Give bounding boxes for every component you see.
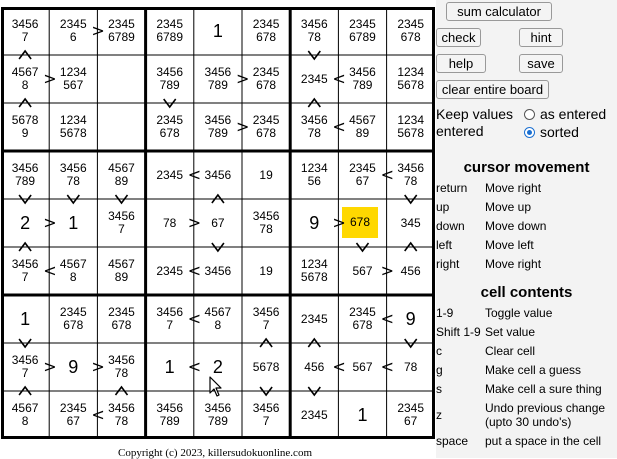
cell-candidates: 19 <box>259 263 273 278</box>
cell-candidates: 2345 6789 <box>156 17 184 44</box>
cell-candidates: 3456 789 <box>349 65 376 92</box>
grid-cell[interactable] <box>51 57 95 101</box>
grid-cell[interactable] <box>51 297 95 341</box>
grid-cell[interactable] <box>340 57 384 101</box>
selected-cell[interactable] <box>342 207 377 238</box>
shortcut-description: Clear cell <box>485 344 536 358</box>
cell-candidates: 4567 8 <box>11 401 39 428</box>
cell-candidates: 3456 78 <box>108 401 135 428</box>
cell-candidates: 3456 7 <box>11 257 39 284</box>
cell-candidates: 1234 5678 <box>300 257 328 284</box>
less-than-sign: < <box>187 357 202 376</box>
cell-candidates: 3456 789 <box>156 65 184 92</box>
greater-than-sign: > <box>332 213 346 232</box>
cell-candidates: 2345 <box>156 263 184 278</box>
grid-cell[interactable] <box>99 201 143 245</box>
less-than-sign: < <box>187 261 202 280</box>
grid-cell[interactable] <box>99 393 143 437</box>
shortcut-description: Set value <box>485 325 536 339</box>
grid-cell[interactable] <box>3 393 47 437</box>
cell-candidates: 2345 <box>300 311 328 326</box>
greater-than-sign: > <box>91 21 105 40</box>
cell-value: 9 <box>405 308 416 329</box>
less-than-sign: < <box>380 309 394 328</box>
grid-cell[interactable] <box>196 57 240 101</box>
cell-candidates: 1234 5678 <box>397 113 425 140</box>
grid-cell[interactable] <box>196 153 240 197</box>
less-than-sign: < <box>43 261 57 280</box>
cell-candidates: 567 <box>352 263 373 278</box>
radio-as-entered-label[interactable]: as entered <box>540 106 607 122</box>
cell-candidates: 2345 678 <box>252 65 280 92</box>
cell-candidates: 5678 <box>252 359 280 374</box>
shortcut-description: Toggle value <box>485 306 553 320</box>
grid-cell[interactable] <box>389 105 433 149</box>
grid-cell[interactable] <box>292 9 336 53</box>
shortcut-key: space <box>436 434 469 448</box>
shortcut-key: right <box>436 257 460 271</box>
grid-cell[interactable] <box>3 345 47 389</box>
cell-value: 1 <box>164 356 175 377</box>
less-than-sign: < <box>380 357 394 376</box>
less-than-sign: < <box>332 117 346 136</box>
grid-cell[interactable] <box>51 393 95 437</box>
shortcut-key: g <box>436 363 443 377</box>
cell-candidates: 3456 7 <box>108 209 135 236</box>
cell-candidates: 78 <box>404 359 418 374</box>
shortcut-key: left <box>436 238 453 252</box>
cell-candidates: 3456 7 <box>252 305 280 332</box>
grid-cell[interactable] <box>389 153 433 197</box>
grid-cell[interactable] <box>292 105 336 149</box>
grid-cell[interactable] <box>3 153 47 197</box>
sudoku-grid[interactable] <box>1 7 435 439</box>
shortcut-description: Make cell a guess <box>485 363 582 377</box>
cell-value: 1 <box>20 308 31 329</box>
cell-candidates: 1234 567 <box>59 65 87 92</box>
grid-cell[interactable] <box>148 201 192 245</box>
grid-cell[interactable] <box>340 345 384 389</box>
grid-cell[interactable] <box>244 393 288 437</box>
cell-candidates: 4567 89 <box>108 257 135 284</box>
cell-candidates: 3456 <box>204 263 232 278</box>
shortcut-description: Move down <box>485 219 547 233</box>
greater-than-sign: > <box>236 117 250 136</box>
grid-cell[interactable] <box>99 9 143 53</box>
cell-candidates: 3456 7 <box>11 353 39 380</box>
cell-candidates: 2345 678 <box>349 305 376 332</box>
grid-cell[interactable] <box>292 297 336 341</box>
radio-sorted-label[interactable]: sorted <box>540 124 579 140</box>
cell-value: 9 <box>309 212 320 233</box>
shortcut-key: return <box>436 181 468 195</box>
grid-cell[interactable] <box>148 345 192 389</box>
cell-candidates: 2345 678 <box>156 113 184 140</box>
grid-cell[interactable] <box>244 297 288 341</box>
grid-cell[interactable] <box>389 297 433 341</box>
grid-cell[interactable] <box>148 9 192 53</box>
grid-cell[interactable] <box>99 57 143 101</box>
cell-candidates: 3456 7 <box>252 401 280 428</box>
grid-cell[interactable] <box>3 105 47 149</box>
cell-candidates: 4567 89 <box>108 161 135 188</box>
less-than-sign: < <box>332 357 346 376</box>
grid-cell[interactable] <box>244 201 288 245</box>
cell-candidates: 3456 <box>204 167 232 182</box>
grid-cell[interactable] <box>51 345 95 389</box>
cell-candidates: 345 <box>400 215 421 230</box>
check-button[interactable]: check <box>436 28 481 47</box>
grid-cell[interactable] <box>389 345 433 389</box>
grid-cell[interactable] <box>340 9 384 53</box>
shortcut-key: 1-9 <box>436 306 454 320</box>
cell-candidates: 4567 8 <box>11 65 39 92</box>
grid-cell[interactable] <box>196 9 240 53</box>
greater-than-sign: > <box>43 357 57 376</box>
grid-cell[interactable] <box>99 153 143 197</box>
greater-than-sign: > <box>43 69 57 88</box>
grid-cell[interactable] <box>3 249 47 293</box>
cell-candidates: 5678 9 <box>11 113 39 140</box>
grid-cell[interactable] <box>244 153 288 197</box>
less-than-sign: < <box>187 309 202 328</box>
shortcut-key: z <box>436 408 442 422</box>
cell-candidates: 2345 67 <box>349 161 376 188</box>
cell-candidates: 1234 5678 <box>59 113 87 140</box>
grid-cell[interactable] <box>148 57 192 101</box>
grid-cell[interactable] <box>99 345 143 389</box>
cell-candidates: 2345 <box>300 407 328 422</box>
help-button[interactable]: help <box>436 54 486 73</box>
grid-cell[interactable] <box>196 105 240 149</box>
grid-cell[interactable] <box>99 249 143 293</box>
grid-cell[interactable] <box>244 345 288 389</box>
grid-cell[interactable] <box>148 393 192 437</box>
shortcut-key: Shift 1-9 <box>436 325 481 339</box>
grid-cell[interactable] <box>244 105 288 149</box>
cell-candidates: 67 <box>211 215 225 230</box>
keep-values-label: Keep values entered <box>436 106 514 139</box>
radio-as-entered[interactable] <box>524 109 535 120</box>
cell-candidates: 3456 7 <box>156 305 184 332</box>
grid-cell[interactable] <box>196 297 240 341</box>
cell-candidates: 3456 78 <box>300 17 328 44</box>
shortcut-description: Move left <box>485 238 534 252</box>
cell-candidates: 3456 789 <box>11 161 39 188</box>
cell-candidates: 2345 <box>156 167 184 182</box>
control-panel <box>436 0 617 458</box>
grid-cell[interactable] <box>148 297 192 341</box>
cell-value: 1 <box>357 404 368 425</box>
grid-cell[interactable] <box>196 249 240 293</box>
grid-cell[interactable] <box>389 201 433 245</box>
shortcut-key: s <box>436 382 442 396</box>
cell-candidates: 2345 6789 <box>349 17 376 44</box>
hint-button[interactable]: hint <box>519 28 563 47</box>
cell-candidates: 567 <box>352 359 373 374</box>
grid-cell[interactable] <box>340 393 384 437</box>
cell-candidates: 678 <box>349 215 370 229</box>
save-button[interactable]: save <box>519 54 563 73</box>
grid-cell[interactable] <box>148 153 192 197</box>
cell-candidates: 2345 678 <box>252 17 280 44</box>
cell-candidates: 2345 678 <box>108 305 135 332</box>
grid-cell[interactable] <box>292 393 336 437</box>
cell-candidates: 2345 6 <box>59 17 87 44</box>
greater-than-sign: > <box>43 213 57 232</box>
grid-cell[interactable] <box>51 153 95 197</box>
grid-cell[interactable] <box>244 57 288 101</box>
grid-cell[interactable] <box>389 393 433 437</box>
grid-cell[interactable] <box>340 153 384 197</box>
grid-cell[interactable] <box>244 9 288 53</box>
less-than-sign: < <box>91 405 105 424</box>
cell-candidates: 78 <box>163 215 177 230</box>
cell-value: 1 <box>68 212 79 233</box>
grid-cell[interactable] <box>292 249 336 293</box>
cell-value: 2 <box>20 212 31 233</box>
shortcut-key: c <box>436 344 442 358</box>
cell-candidates: 2345 678 <box>252 113 280 140</box>
shortcut-description: Move up <box>485 200 532 214</box>
cell-contents-heading: cell contents <box>480 284 573 301</box>
grid-cell[interactable] <box>389 9 433 53</box>
less-than-sign: < <box>380 165 394 184</box>
grid-cell[interactable] <box>244 249 288 293</box>
cell-value: 9 <box>68 356 79 377</box>
cell-candidates: 1234 56 <box>300 161 328 188</box>
grid-cell[interactable] <box>196 393 240 437</box>
grid-cell[interactable] <box>99 105 143 149</box>
cell-candidates: 1234 5678 <box>397 65 425 92</box>
shortcut-key: down <box>436 219 465 233</box>
grid-cell[interactable] <box>3 9 47 53</box>
cursor-movement-heading: cursor movement <box>463 159 590 176</box>
grid-cell[interactable] <box>340 297 384 341</box>
less-than-sign: < <box>187 165 202 184</box>
greater-than-sign: > <box>187 213 202 232</box>
less-than-sign: < <box>332 69 346 88</box>
grid-cell[interactable] <box>51 201 95 245</box>
cell-candidates: 3456 78 <box>397 161 425 188</box>
grid-cell[interactable] <box>148 105 192 149</box>
cell-candidates: 3456 7 <box>11 17 39 44</box>
cell-candidates: 3456 78 <box>108 353 135 380</box>
grid-cell[interactable] <box>148 249 192 293</box>
greater-than-sign: > <box>91 357 105 376</box>
mouse-cursor-icon <box>209 376 223 398</box>
cell-candidates: 4567 8 <box>59 257 87 284</box>
cell-candidates: 2345 67 <box>59 401 87 428</box>
grid-cell[interactable] <box>3 297 47 341</box>
shortcut-description: Undo previous change (upto 30 undo's) <box>485 401 606 429</box>
grid-cell[interactable] <box>340 249 384 293</box>
cell-candidates: 3456 789 <box>204 401 232 428</box>
clear-board-button[interactable]: clear entire board <box>436 80 549 99</box>
cell-candidates: 3456 78 <box>252 209 280 236</box>
cell-candidates: 2345 <box>300 71 328 86</box>
grid-cell[interactable] <box>196 201 240 245</box>
cell-candidates: 19 <box>259 167 273 182</box>
shortcut-key: up <box>436 200 450 214</box>
cell-candidates: 456 <box>304 359 325 374</box>
cell-value: 1 <box>212 20 223 41</box>
cell-candidates: 2345 678 <box>397 17 425 44</box>
cell-candidates: 456 <box>400 263 421 278</box>
cell-candidates: 2345 6789 <box>108 17 135 44</box>
cell-candidates: 4567 8 <box>204 305 232 332</box>
grid-cell[interactable] <box>292 345 336 389</box>
cell-candidates: 2345 678 <box>59 305 87 332</box>
grid-cell[interactable] <box>292 57 336 101</box>
grid-cell[interactable] <box>51 249 95 293</box>
cell-candidates: 3456 789 <box>204 113 232 140</box>
cell-candidates: 3456 789 <box>156 401 184 428</box>
shortcut-description: Move right <box>485 257 542 271</box>
grid-cell[interactable] <box>3 57 47 101</box>
copyright-text: Copyright (c) 2023, killersudokuonline.com <box>118 447 312 459</box>
cell-candidates: 3456 78 <box>59 161 87 188</box>
cell-candidates: 2345 67 <box>397 401 425 428</box>
grid-cell[interactable] <box>51 9 95 53</box>
grid-cell[interactable] <box>292 153 336 197</box>
cell-candidates: 4567 89 <box>349 113 376 140</box>
greater-than-sign: > <box>380 261 394 280</box>
shortcut-description: put a space in the cell <box>485 434 602 448</box>
radio-sorted[interactable] <box>524 127 535 138</box>
grid-cell[interactable] <box>340 105 384 149</box>
greater-than-sign: > <box>236 69 250 88</box>
cell-value: 2 <box>212 356 223 377</box>
grid-cell[interactable] <box>99 297 143 341</box>
cell-candidates: 3456 789 <box>204 65 232 92</box>
grid-cell[interactable] <box>51 105 95 149</box>
grid-cell[interactable] <box>389 249 433 293</box>
cell-candidates: 3456 78 <box>300 113 328 140</box>
sum-calculator-button[interactable]: sum calculator <box>446 2 552 21</box>
shortcut-description: Make cell a sure thing <box>485 382 602 396</box>
grid-cell[interactable] <box>292 201 336 245</box>
grid-cell[interactable] <box>389 57 433 101</box>
grid-cell[interactable] <box>3 201 47 245</box>
shortcut-description: Move right <box>485 181 542 195</box>
